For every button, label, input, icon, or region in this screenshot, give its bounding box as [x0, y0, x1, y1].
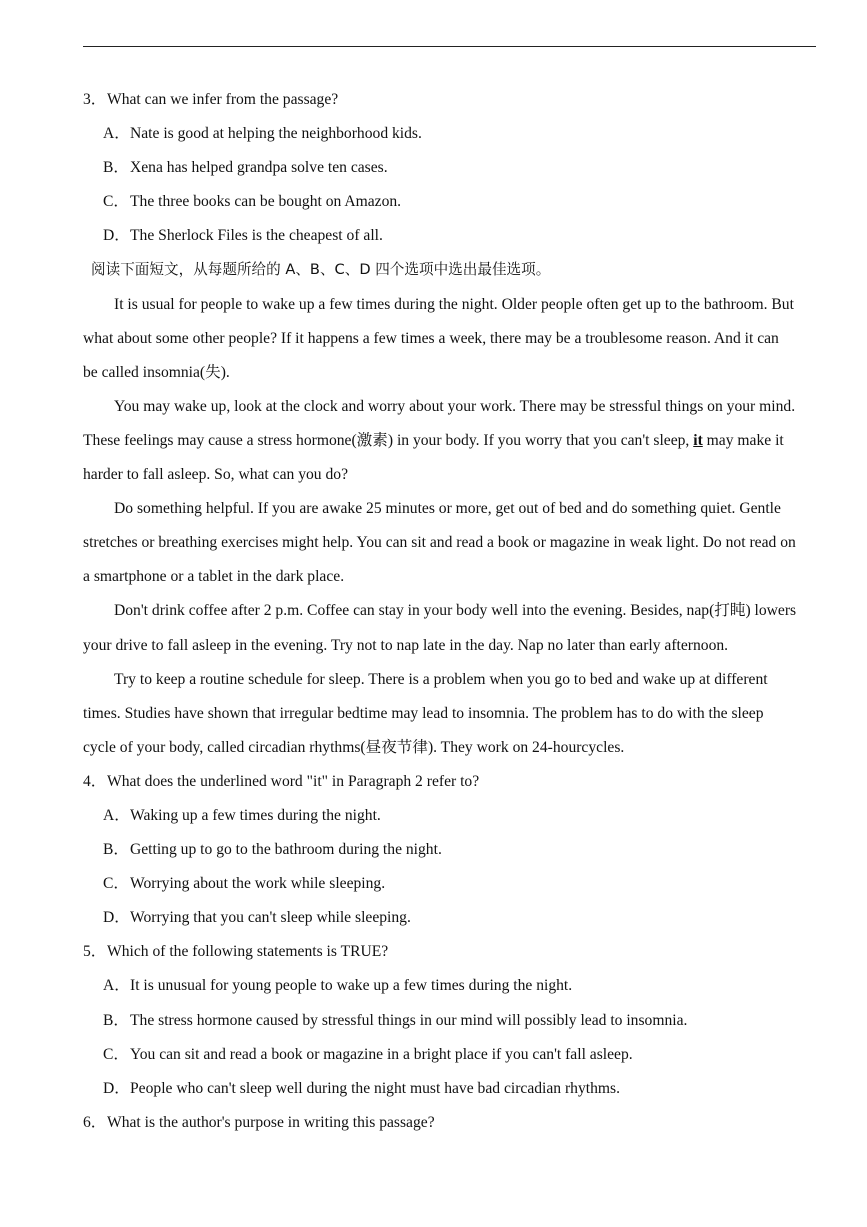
- reading-instruction: 阅读下面短文，从每题所给的 A、B、C、D 四个选项中选出最佳选项。: [91, 261, 551, 279]
- option-text: Getting up to go to the bathroom during the night.: [130, 841, 442, 859]
- question-number: 6．: [83, 1113, 107, 1131]
- option-letter: C．: [103, 193, 129, 211]
- option-letter: B．: [103, 1011, 129, 1029]
- question-text: Which of the following statements is TRUE?: [107, 943, 389, 961]
- passage-p2-line1: You may wake up, look at the clock and worry about your work. There may be stressful things on your mind.: [114, 397, 796, 415]
- question-6: [83, 1106, 819, 1140]
- q4-option-b: [83, 833, 819, 867]
- passage-p5-line3: cycle of your body, called circadian rhythms(昼夜节律). They work on 24-hourcycles.: [83, 738, 625, 756]
- passage-p5-line1: Try to keep a routine schedule for sleep. There is a problem when you go to bed and wake up at different: [114, 670, 768, 688]
- p2-text-before: These feelings may cause a stress hormone(激素) in your body. If you worry that you can't sleep,: [83, 431, 694, 449]
- question-4: [83, 765, 819, 799]
- passage-p4-line1: Don't drink coffee after 2 p.m. Coffee can stay in your body well into the evening. Besides, nap(打盹) lowers: [114, 602, 797, 620]
- passage-p3-line2: stretches or breathing exercises might help. You can sit and read a book or magazine in weak light. Do not read on: [83, 534, 796, 552]
- underlined-it: it: [693, 431, 703, 449]
- passage-p2-line2: [83, 424, 819, 458]
- option-letter: D．: [103, 227, 130, 245]
- option-text: Worrying that you can't sleep while sleeping.: [130, 909, 411, 927]
- option-text: The Sherlock Files is the cheapest of all.: [130, 227, 383, 245]
- option-text: You can sit and read a book or magazine in a bright place if you can't fall asleep.: [130, 1045, 633, 1063]
- option-letter: C．: [103, 1045, 129, 1063]
- passage-p1-line3: be called insomnia(失).: [83, 363, 230, 381]
- question-number: 3．: [83, 91, 107, 108]
- q3-option-a: [83, 117, 819, 151]
- question-text: What can we infer from the passage?: [107, 91, 339, 108]
- q3-option-c: [83, 185, 819, 219]
- page-content: [83, 83, 819, 1140]
- option-letter: C．: [103, 875, 129, 893]
- option-letter: A．: [103, 806, 130, 824]
- question-5: [83, 935, 819, 969]
- option-text: The stress hormone caused by stressful things in our mind will possibly lead to insomnia.: [130, 1011, 688, 1029]
- option-text: People who can't sleep well during the night must have bad circadian rhythms.: [130, 1079, 620, 1097]
- q5-option-b: [83, 1004, 819, 1038]
- option-text: The three books can be bought on Amazon.: [130, 193, 402, 211]
- q3-option-d: [83, 219, 819, 253]
- option-text: Nate is good at helping the neighborhood kids.: [130, 125, 422, 143]
- header-rule: [83, 46, 816, 47]
- q5-option-d: [83, 1072, 819, 1106]
- option-letter: D．: [103, 909, 130, 927]
- option-letter: A．: [103, 977, 130, 995]
- option-text: Waking up a few times during the night.: [130, 806, 381, 824]
- question-number: 5．: [83, 943, 107, 961]
- q5-option-c: [83, 1038, 819, 1072]
- q5-option-a: [83, 969, 819, 1003]
- option-letter: B．: [103, 159, 129, 177]
- option-text: It is unusual for young people to wake up a few times during the night.: [130, 977, 573, 995]
- p2-text-after: may make it: [702, 431, 784, 449]
- q4-option-a: [83, 799, 819, 833]
- option-letter: B．: [103, 841, 129, 859]
- q3-option-b: [83, 151, 819, 185]
- option-text: Worrying about the work while sleeping.: [130, 875, 386, 893]
- passage-p2-line3: harder to fall asleep. So, what can you do?: [83, 466, 349, 484]
- question-3: [83, 83, 819, 117]
- passage-p5-line2: times. Studies have shown that irregular bedtime may lead to insomnia. The problem has to do with the sleep: [83, 704, 764, 722]
- passage-p3-line3: a smartphone or a tablet in the dark place.: [83, 568, 345, 586]
- q4-option-c: [83, 867, 819, 901]
- passage-p3-line1: Do something helpful. If you are awake 25 minutes or more, get out of bed and do something quiet. Gentle: [114, 500, 781, 518]
- passage-p1-line1: It is usual for people to wake up a few times during the night. Older people often get up to the bathroom. But: [114, 295, 794, 313]
- option-text: Xena has helped grandpa solve ten cases.: [130, 159, 388, 177]
- passage-p1-line2: what about some other people? If it happens a few times a week, there may be a troublesome reason. And it can: [83, 329, 779, 347]
- question-number: 4．: [83, 772, 107, 790]
- q4-option-d: [83, 901, 819, 935]
- option-letter: D．: [103, 1079, 130, 1097]
- passage-p4-line2: your drive to fall asleep in the evening. Try not to nap late in the day. Nap no later than early afternoon.: [83, 636, 729, 654]
- option-letter: A．: [103, 125, 130, 143]
- question-text: What is the author's purpose in writing this passage?: [107, 1113, 435, 1131]
- question-text: What does the underlined word "it" in Paragraph 2 refer to?: [107, 772, 480, 790]
